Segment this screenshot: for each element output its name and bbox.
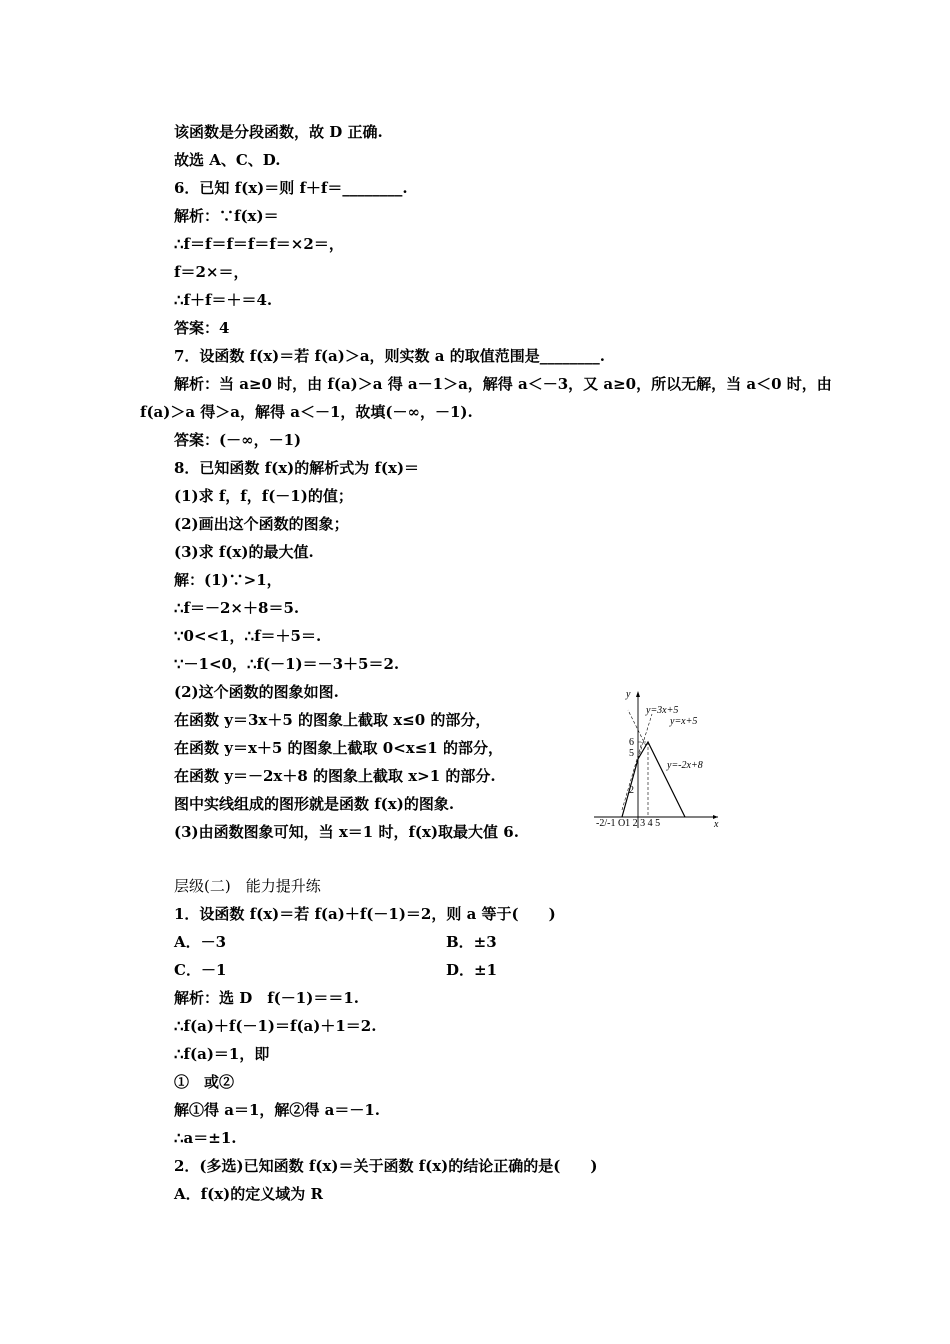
label-y-3x-5: y=3x+5	[646, 705, 679, 716]
solution-line: (2)这个函数的图象如图.	[174, 683, 339, 701]
solution-line: 在函数 y＝x＋5 的图象上截取 0<x≤1 的部分，	[174, 739, 503, 757]
label-y-x-5: y=x+5	[670, 716, 698, 727]
function-graph	[588, 686, 723, 831]
solution-line: ∴f＋f＝＋＝4.	[174, 291, 273, 309]
solution-line: 解①得 a＝1，解②得 a＝－1.	[174, 1101, 380, 1119]
question-8: 8．已知函数 f(x)的解析式为 f(x)＝	[174, 459, 420, 477]
question-part: (1)求 f，f，f(－1)的值；	[174, 487, 353, 505]
solution-line: f＝2×＝，	[174, 263, 249, 281]
solution-line: (3)由函数图象可知，当 x＝1 时，f(x)取最大值 6.	[174, 823, 519, 841]
solution-line: f(a)＞a 得＞a，解得 a＜－1，故填(－∞，－1).	[140, 403, 473, 421]
option-a: A．f(x)的定义域为 R	[174, 1185, 323, 1203]
option-b: B．±3	[446, 933, 497, 951]
option-a: A．－3	[174, 933, 227, 951]
text-line: 该函数是分段函数，故 D 正确.	[174, 123, 383, 141]
question-2: 2．(多选)已知函数 f(x)＝关于函数 f(x)的结论正确的是( )	[174, 1157, 598, 1175]
solution-line: ∴f(a)＋f(－1)＝f(a)＋1＝2.	[174, 1017, 377, 1035]
solution-line: ∴f＝f＝f＝f＝f＝×2＝，	[174, 235, 344, 253]
answer-line: 答案：(－∞，－1)	[174, 431, 302, 449]
solution-line: ∴f(a)＝1，即	[174, 1045, 270, 1063]
solution-line: ∵0<<1，∴f＝＋5＝.	[174, 627, 322, 645]
question-1: 1．设函数 f(x)＝若 f(a)＋f(－1)＝2，则 a 等于( )	[174, 905, 556, 923]
solution-line: ∴f＝－2×＋8＝5.	[174, 599, 300, 617]
y-tick-2: 2	[629, 785, 634, 796]
x-axis-label: x	[714, 819, 719, 830]
text-line: 故选 A、C、D.	[174, 151, 281, 169]
solution-line: 图中实线组成的图形就是函数 f(x)的图象.	[174, 795, 455, 813]
question-6: 6．已知 f(x)＝则 f＋f＝________.	[174, 179, 408, 197]
solution-line: ∴a＝±1.	[174, 1129, 237, 1147]
solution-line: ∵－1<0，∴f(－1)＝－3＋5＝2.	[174, 655, 400, 673]
y-tick-6: 6	[629, 737, 634, 748]
section-heading: 层级(二) 能力提升练	[174, 877, 321, 895]
x-tick-labels: -2/-1 O1 2 3 4 5	[596, 818, 661, 829]
solution-line: 解析：选 D f(－1)＝＝1.	[174, 989, 359, 1007]
question-part: (2)画出这个函数的图象；	[174, 515, 349, 533]
dashed-line-3x5	[638, 714, 652, 759]
label-y-neg2x-8: y=-2x+8	[667, 760, 703, 771]
solution-line: 解：(1)∵>1，	[174, 571, 282, 589]
answer-line: 答案：4	[174, 319, 230, 337]
solution-line: 在函数 y＝－2x＋8 的图象上截取 x>1 的部分.	[174, 767, 496, 785]
option-c: C．－1	[174, 961, 227, 979]
solution-line: 解析：当 a≥0 时，由 f(a)＞a 得 a－1＞a，解得 a＜－3，又 a≥0，所以无解，当 a＜0 时，由	[174, 375, 832, 393]
question-7: 7．设函数 f(x)＝若 f(a)＞a，则实数 a 的取值范围是________.	[174, 347, 605, 365]
y-axis-arrow	[636, 691, 640, 697]
solution-line: 在函数 y＝3x＋5 的图象上截取 x≤0 的部分，	[174, 711, 491, 729]
y-tick-5: 5	[629, 748, 634, 759]
solution-line: ① 或②	[174, 1073, 235, 1091]
question-part: (3)求 f(x)的最大值.	[174, 543, 314, 561]
solution-line: 解析：∵f(x)＝	[174, 207, 279, 225]
option-d: D．±1	[446, 961, 498, 979]
y-axis-label: y	[626, 689, 631, 700]
